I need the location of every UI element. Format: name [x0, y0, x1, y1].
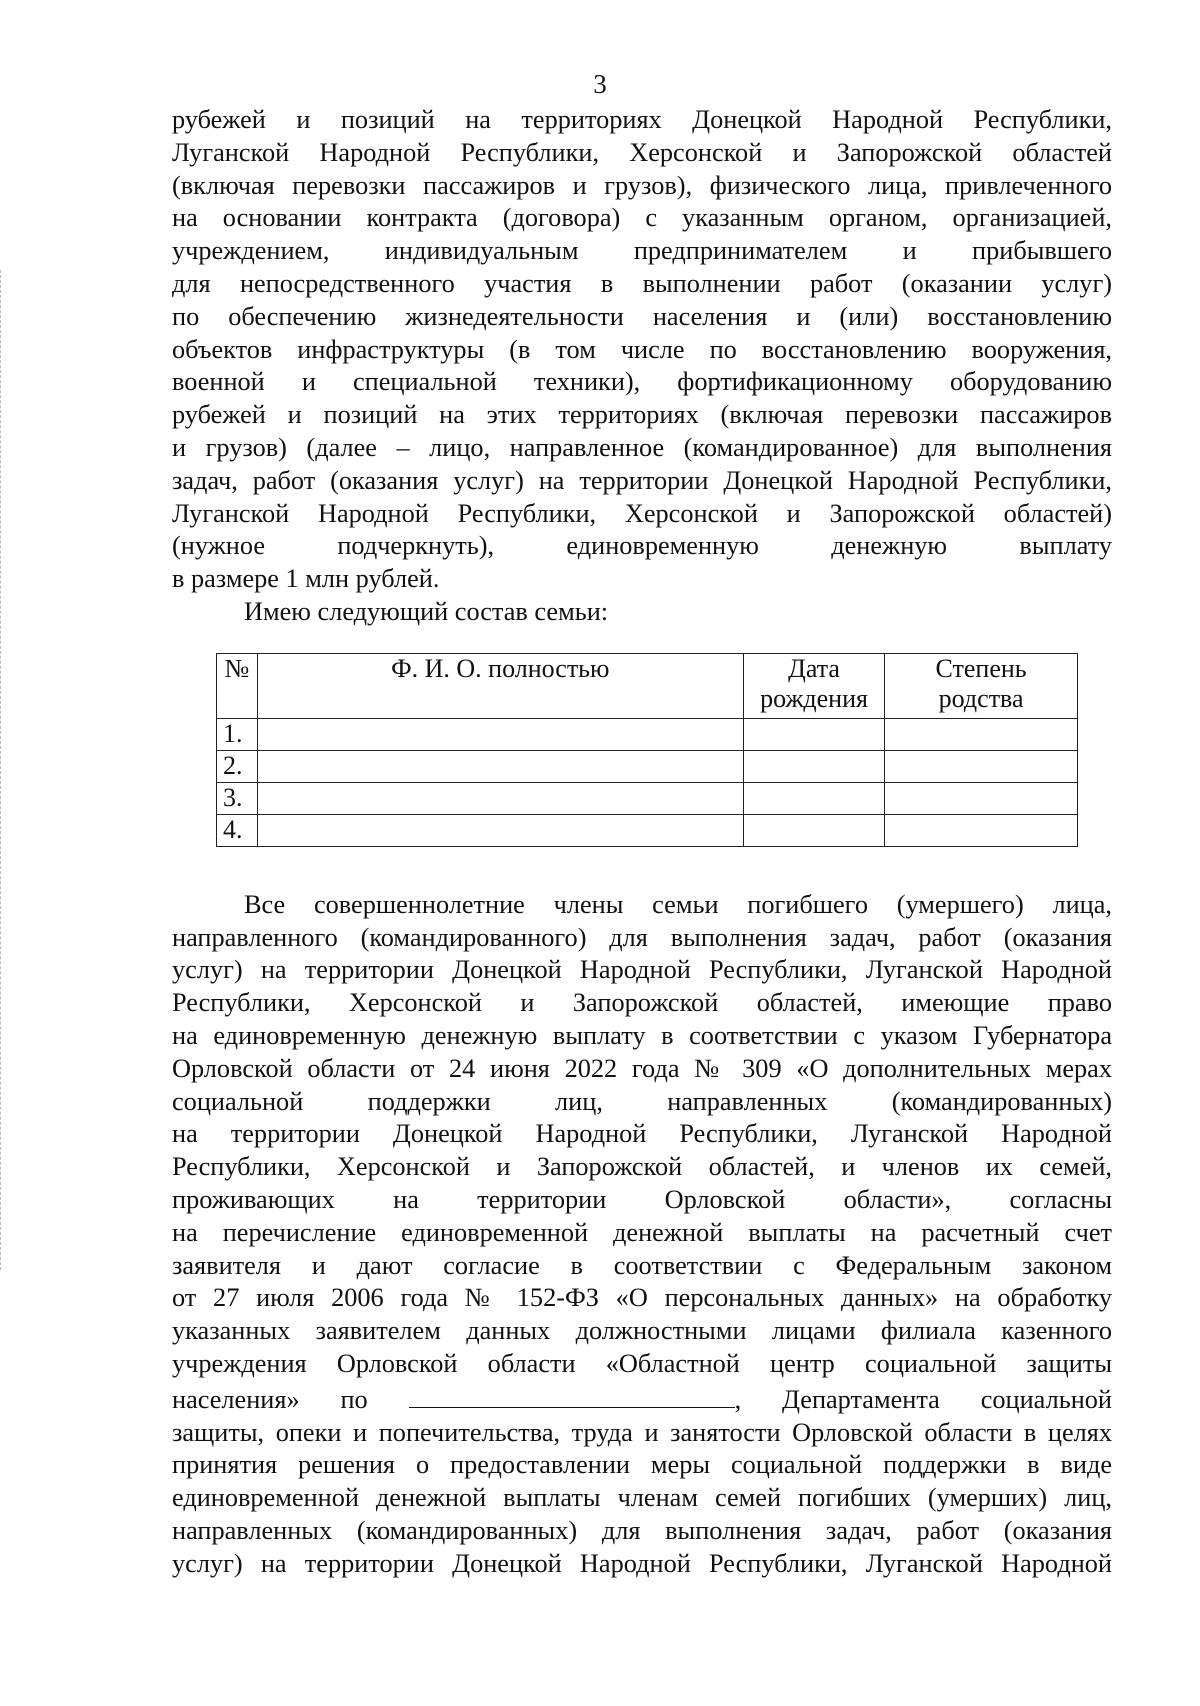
table-row — [217, 750, 1078, 782]
text-line: военной и специальной техники), фортификационному оборудованию — [172, 367, 1112, 397]
text-line: рубежей и позиций на территориях Донецкой Народной Республики, — [172, 105, 1112, 134]
row-number: 1. — [217, 718, 258, 750]
table-header-row — [217, 653, 1078, 718]
text-line: услуг) на территории Донецкой Народной Республики, Луганской Народной — [172, 1548, 1112, 1578]
text-line: единовременной денежной выплаты членам семей погибших (умерших) лиц, — [172, 1483, 1112, 1513]
spacer — [172, 847, 1112, 889]
blank-line-label-after: , Департамента социальной — [734, 1384, 1112, 1414]
family-table — [216, 653, 1078, 847]
text-line: защиты, опеки и попечительства, труда и занятости Орловской области в целях — [172, 1417, 1112, 1447]
text-line: Все совершеннолетние члены семьи погибшего (умершего) лица, — [244, 889, 1112, 919]
header-birth-date-line-1: Дата — [788, 653, 840, 683]
document-page — [172, 104, 1112, 1580]
text-line: услуг) на территории Донецкой Народной Республики, Луганской Народной — [172, 955, 1112, 985]
relation-cell[interactable] — [885, 718, 1078, 750]
text-line: на перечисление единовременной денежной выплаты на расчетный счет — [172, 1217, 1112, 1247]
header-relation — [885, 653, 1078, 718]
text-line: (включая перевозки пассажиров и грузов), физического лица, привлеченного — [172, 170, 1112, 200]
row-number: 2. — [217, 750, 258, 782]
header-number: № — [217, 653, 258, 718]
name-cell[interactable] — [257, 750, 743, 782]
name-cell[interactable] — [257, 718, 743, 750]
text-line: от 27 июля 2006 года № 152-ФЗ «О персональных данных» на обработку — [172, 1283, 1112, 1313]
text-line-with-blank — [172, 1381, 1112, 1417]
header-relation-line-1: Степень — [935, 653, 1027, 683]
text-line: учреждения Орловской области «Областной центр социальной защиты — [172, 1348, 1112, 1378]
relation-cell[interactable] — [885, 782, 1078, 814]
table-row — [217, 782, 1078, 814]
text-line: направленного (командированного) для выполнения задач, работ (оказания — [172, 922, 1112, 952]
text-line: рубежей и позиций на этих территориях (включая перевозки пассажиров — [172, 400, 1112, 430]
text-line: Республики, Херсонской и Запорожской областей, имеющие право — [172, 988, 1112, 1018]
birth-date-cell[interactable] — [743, 718, 884, 750]
birth-date-cell[interactable] — [743, 750, 884, 782]
text-line: проживающих на территории Орловской области», согласны — [172, 1184, 1112, 1214]
row-number: 3. — [217, 782, 258, 814]
text-line: указанных заявителем данных должностными лицами филиала казенного — [172, 1316, 1112, 1346]
paragraph-consent — [172, 889, 1112, 1581]
text-line: задач, работ (оказания услуг) на территории Донецкой Народной Республики, — [172, 465, 1112, 495]
text-line: на единовременную денежную выплату в соответствии с указом Губернатора — [172, 1020, 1112, 1050]
header-birth-date-line-2: рождения — [760, 683, 868, 713]
scan-edge-marks — [0, 270, 7, 1270]
table-row — [217, 718, 1078, 750]
name-cell[interactable] — [257, 782, 743, 814]
text-line: направленных (командированных) для выполнения задач, работ (оказания — [172, 1515, 1112, 1545]
text-line: (нужное подчеркнуть), единовременную денежную выплату — [172, 531, 1112, 561]
blank-line-label-before: населения» по — [172, 1384, 368, 1414]
birth-date-cell[interactable] — [743, 814, 884, 846]
header-full-name: Ф. И. О. полностью — [257, 653, 743, 718]
page-number: 3 — [593, 69, 607, 99]
row-number: 4. — [217, 814, 258, 846]
relation-cell[interactable] — [885, 750, 1078, 782]
paragraph-intro — [172, 104, 1112, 596]
text-line: заявителя и дают согласие в соответствии с Федеральным законом — [172, 1250, 1112, 1280]
text-line: принятия решения о предоставлении меры социальной поддержки в виде — [172, 1450, 1112, 1480]
text-line: объектов инфраструктуры (в том числе по восстановлению вооружения, — [172, 334, 1112, 364]
birth-date-cell[interactable] — [743, 782, 884, 814]
family-intro: Имею следующий состав семьи: — [244, 596, 609, 626]
text-line: в размере 1 млн рублей. — [172, 564, 440, 594]
text-line: на территории Донецкой Народной Республики, Луганской Народной — [172, 1119, 1112, 1149]
name-cell[interactable] — [257, 814, 743, 846]
text-line: на основании контракта (договора) с указанным органом, организацией, — [172, 203, 1112, 233]
text-line: учреждением, индивидуальным предпринимателем и прибывшего — [172, 236, 1112, 266]
text-line: по обеспечению жизнедеятельности населения и (или) восстановлению — [172, 301, 1112, 331]
header-birth-date — [743, 653, 884, 718]
text-line: Республики, Херсонской и Запорожской областей, и членов их семей, — [172, 1152, 1112, 1182]
department-blank-field[interactable] — [409, 1381, 735, 1408]
table-row — [217, 814, 1078, 846]
text-line: Орловской области от 24 июня 2022 года № 309 «О дополнительных мерах — [172, 1053, 1112, 1083]
text-line: социальной поддержки лиц, направленных (командированных) — [172, 1086, 1112, 1116]
text-line: для непосредственного участия в выполнении работ (оказании услуг) — [172, 268, 1112, 298]
header-relation-line-2: родства — [938, 683, 1024, 713]
text-line: Луганской Народной Республики, Херсонской и Запорожской областей — [172, 137, 1112, 167]
text-line: Луганской Народной Республики, Херсонской и Запорожской областей) — [172, 498, 1112, 528]
text-line: и грузов) (далее – лицо, направленное (командированное) для выполнения — [172, 432, 1112, 462]
relation-cell[interactable] — [885, 814, 1078, 846]
